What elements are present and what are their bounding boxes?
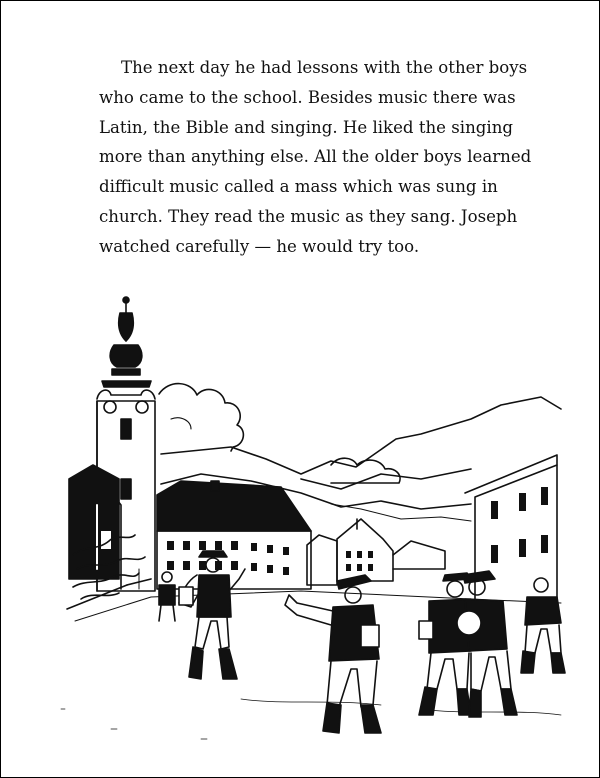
boys-pair-right [419, 571, 517, 717]
church-building-left [69, 465, 121, 589]
boy-far-right [521, 578, 565, 673]
paragraph-line-7: watched carefully — he would try too. [99, 236, 420, 256]
long-building [157, 481, 311, 589]
town-square-illustration [1, 269, 599, 769]
clouds [159, 384, 400, 483]
paragraph-line-3: Latin, the Bible and singing. He liked the singing [99, 117, 514, 137]
boy-background-center [179, 551, 245, 679]
story-paragraph [99, 53, 532, 262]
paragraph-line-5: difficult music called a mass which was sung in [99, 177, 498, 197]
paragraph-line-6: church. They read the music as they sang. Joseph [99, 206, 518, 226]
paragraph-line-2: who came to the school. Besides music there was [99, 87, 516, 107]
boy-distant [159, 572, 175, 621]
boy-foreground-pointing [285, 575, 381, 733]
paragraph-line-4: more than anything else. All the older boys learned [99, 147, 532, 167]
far-buildings [307, 519, 445, 585]
paragraph-line-1: The next day he had lessons with the other boys [121, 58, 528, 77]
